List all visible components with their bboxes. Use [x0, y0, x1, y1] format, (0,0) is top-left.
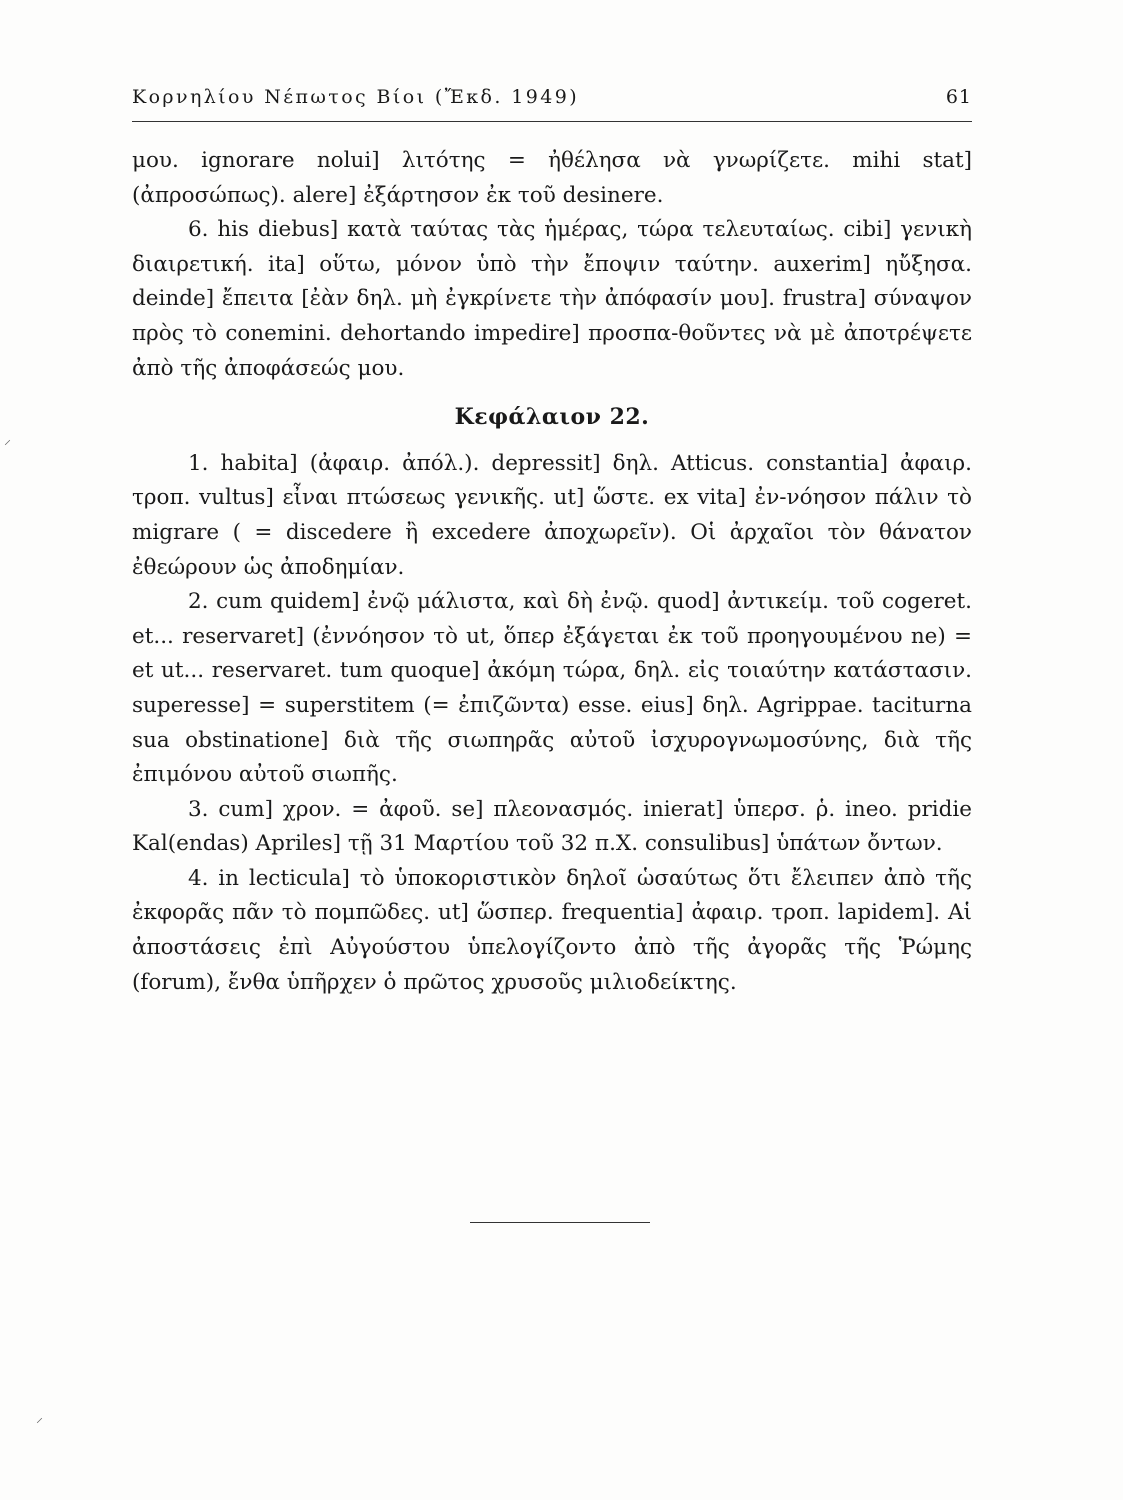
commentary-paragraph: μου. ignorare nolui] λιτότης = ἠθέλησα νὰ γνωρίζετε. mihi stat] (ἀπροσώπως). alere] ἐξάρτησον ἐκ τοῦ desinere.	[132, 148, 972, 208]
commentary-paragraph: 2. cum quidem] ἐνῷ μάλιστα, καὶ δὴ ἐνῷ. quod] ἀντικείμ. τοῦ cogeret. et... reservaret] (ἐννόησον τὸ ut, ὅπερ ἐξάγεται ἐκ τοῦ προηγουμένου ne) = et ut... reservaret. tum quoque] ἀκόμη τώρα, δηλ. εἰς τοιαύτην κατάστασιν. superesse] = superstitem (= ἐπιζῶντα) esse. eius] δηλ. Agrippae. taciturna sua obstinatione] διὰ τῆς σιωπηρᾶς αὐτοῦ ἰσχυρογνωμοσύνης, διὰ τῆς ἐπιμόνου αὐτοῦ σιωπῆς.	[132, 589, 972, 788]
commentary-paragraph: 6. his diebus] κατὰ ταύτας τὰς ἡμέρας, τώρα τελευταίως. cibi] γενικὴ διαιρετική. ita] οὕτω, μόνον ὑπὸ τὴν ἔποψιν ταύτην. auxerim] ηὔξησα. deinde] ἔπειτα [ἐὰν δηλ. μὴ ἐγκρίνετε τὴν ἀπόφασίν μου]. frustra] σύναψον πρὸς τὸ conemini. dehortando impedire] προσπα-θοῦντες νὰ μὲ ἀποτρέψετε ἀπὸ τῆς ἀποφάσεώς μου.	[132, 217, 972, 381]
page-number: 61	[945, 86, 972, 108]
commentary-paragraph: 3. cum] χρον. = ἀφοῦ. se] πλεονασμός. inierat] ὑπερσ. ῥ. ineo. pridie Kal(endas) Apriles] τῇ 31 Μαρτίου τοῦ 32 π.Χ. consulibus] ὑπάτων ὄντων.	[132, 796, 972, 857]
running-header	[132, 86, 972, 116]
margin-mark-icon: ⸝	[36, 1410, 43, 1426]
chapter-heading: Κεφάλαιον 22.	[454, 404, 650, 431]
commentary-paragraph: 1. habita] (ἀφαιρ. ἀπόλ.). depressit] δηλ. Atticus. constantia] ἀφαιρ. τροπ. vultus] εἶναι πτώσεως γενικῆς. ut] ὥστε. ex vita] ἐν-νόησον πάλιν τὸ migrare ( = discedere ἢ excedere ἀποχωρεῖν). Οἱ ἀρχαῖοι τὸν θάνατον ἐθεώρουν ὡς ἀποδημίαν.	[132, 450, 972, 580]
header-rule	[132, 121, 972, 122]
running-title: Κορνηλίου Νέπωτος Βίοι (Ἔκδ. 1949)	[132, 86, 580, 108]
margin-mark-icon: ⸝	[4, 432, 11, 448]
commentary-text	[132, 144, 972, 1000]
end-rule	[470, 1222, 650, 1223]
commentary-paragraph: 4. in lecticula] τὸ ὑποκοριστικὸν δηλοῖ ὡσαύτως ὅτι ἔλειπεν ἀπὸ τῆς ἐκφορᾶς πᾶν τὸ πομπῶδες. ut] ὥσπερ. frequentia] ἀφαιρ. τροπ. lapidem]. Αἱ ἀποστάσεις ἐπὶ Αὐγούστου ὑπελογίζοντο ἀπὸ τῆς ἀγορᾶς τῆς Ῥώμης (forum), ἔνθα ὑπῆρχεν ὁ πρῶτος χρυσοῦς μιλιοδείκτης.	[132, 865, 972, 995]
